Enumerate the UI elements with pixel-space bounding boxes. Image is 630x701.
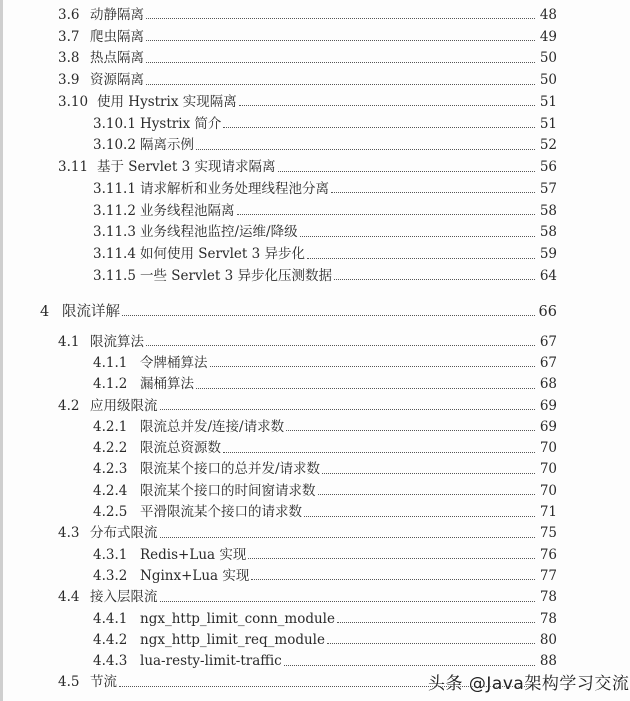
toc-entry-page: 57	[539, 180, 557, 197]
toc-entry[interactable]	[0, 416, 557, 437]
toc-entry[interactable]	[0, 650, 557, 671]
toc-entry-number: 4.2.2	[93, 440, 128, 457]
toc-entry-title: 限流详解	[62, 303, 120, 320]
dot-leader	[210, 366, 536, 367]
toc-entry-page: 69	[539, 418, 557, 435]
toc-entry-number: 3.10.2	[93, 137, 136, 154]
toc-entry-title: 接入层限流	[90, 589, 158, 606]
toc-entry[interactable]	[0, 395, 557, 416]
toc-entry[interactable]	[0, 4, 557, 26]
toc-entry-page: 67	[539, 333, 557, 350]
toc-entry-title: 漏桶算法	[140, 376, 194, 393]
toc-entry-page: 51	[539, 115, 557, 132]
toc-entry[interactable]	[0, 352, 557, 373]
toc-entry-number: 4.3.2	[93, 567, 128, 584]
toc-entry[interactable]	[0, 200, 557, 222]
toc-entry[interactable]	[0, 69, 557, 91]
toc-entry-number: 4.2.1	[93, 418, 128, 435]
toc-entry[interactable]	[0, 459, 557, 480]
toc-entry[interactable]	[0, 156, 557, 178]
toc-entry[interactable]	[0, 629, 557, 650]
toc-entry[interactable]	[0, 265, 557, 287]
toc-entry-number: 4.1.1	[93, 354, 128, 371]
toc-entry-title: 节流	[90, 674, 117, 691]
table-of-contents	[0, 4, 630, 693]
toc-entry-page: 76	[539, 546, 557, 563]
toc-entry-number: 3.7	[58, 28, 80, 45]
toc-entry-title: ngx_http_limit_conn_module	[140, 610, 335, 627]
toc-entry-page: 77	[539, 567, 557, 584]
toc-entry[interactable]	[0, 608, 557, 629]
dot-leader	[146, 18, 535, 19]
toc-entry[interactable]	[0, 135, 557, 157]
dot-leader	[337, 622, 535, 623]
dot-leader	[334, 279, 535, 280]
toc-entry-title: 如何使用 Servlet 3 异步化	[140, 246, 306, 263]
toc-entry-page: 70	[539, 440, 557, 457]
toc-entry-number: 4.4.2	[93, 631, 128, 648]
dot-leader	[251, 579, 535, 580]
toc-entry-title: 爬虫隔离	[90, 28, 144, 45]
toc-entry-page: 49	[539, 28, 557, 45]
toc-entry[interactable]	[0, 523, 557, 544]
toc-entry[interactable]	[0, 91, 557, 113]
toc-entry-page: 66	[538, 303, 557, 320]
toc-entry-number: 4	[40, 303, 50, 320]
toc-entry-title: Redis+Lua 实现	[140, 546, 247, 563]
toc-entry-number: 4.4	[58, 589, 80, 606]
toc-entry-title: 令牌桶算法	[140, 354, 208, 371]
toc-entry-title: Nginx+Lua 实现	[140, 567, 250, 584]
toc-entry-number: 3.10	[58, 93, 89, 110]
dot-leader	[223, 127, 535, 128]
toc-entry-page: 59	[539, 246, 557, 263]
toc-entry[interactable]	[0, 374, 557, 395]
spacer	[0, 287, 630, 301]
toc-entry-page: 64	[539, 267, 557, 284]
toc-entry-number: 4.1	[58, 333, 80, 350]
toc-entry-number: 4.1.2	[93, 376, 128, 393]
dot-leader	[146, 345, 535, 346]
toc-entry-page: 69	[539, 397, 557, 414]
toc-entry-number: 4.3.1	[93, 546, 128, 563]
toc-entry-title: 限流总并发/连接/请求数	[140, 418, 285, 435]
toc-entry-number: 3.10.1	[93, 115, 136, 132]
dot-leader	[248, 558, 535, 559]
toc-entry[interactable]	[0, 113, 557, 135]
toc-entry-page: 67	[539, 354, 557, 371]
toc-entry-page: 70	[539, 461, 557, 478]
toc-entry[interactable]	[0, 178, 557, 200]
watermark: 头条 @Java架构学习交流	[428, 674, 630, 694]
dot-leader	[223, 452, 535, 453]
toc-entry-number: 4.2.3	[93, 461, 128, 478]
toc-entry-page: 70	[539, 482, 557, 499]
toc-entry-title: 隔离示例	[140, 137, 194, 154]
toc-entry-number: 3.11	[58, 159, 89, 176]
toc-entry-title: 平滑限流某个接口的请求数	[140, 504, 302, 521]
toc-entry-title: 限流某个接口的总并发/请求数	[140, 461, 321, 478]
toc-entry-title: 资源隔离	[90, 72, 144, 89]
toc-entry-page: 88	[539, 653, 557, 670]
toc-entry-page: 48	[539, 6, 557, 23]
dot-leader	[286, 430, 535, 431]
dot-leader	[239, 105, 535, 106]
toc-entry-number: 3.6	[58, 6, 80, 23]
toc-entry-number: 3.8	[58, 50, 80, 67]
dot-leader	[318, 494, 536, 495]
dot-leader	[160, 601, 536, 602]
toc-entry-number: 3.11.5	[93, 267, 136, 284]
toc-entry-title: 动静隔离	[90, 6, 144, 23]
toc-entry[interactable]	[0, 301, 557, 323]
toc-entry[interactable]	[0, 565, 557, 586]
dot-leader	[331, 192, 535, 193]
toc-entry-number: 4.5	[58, 674, 80, 691]
toc-entry-number: 4.2.5	[93, 504, 128, 521]
dot-leader	[304, 516, 535, 517]
dot-leader	[284, 665, 535, 666]
dot-leader	[146, 62, 535, 63]
toc-entry-title: 使用 Hystrix 实现隔离	[97, 93, 237, 110]
toc-entry-page: 50	[539, 50, 557, 67]
toc-entry-title: 限流某个接口的时间窗请求数	[140, 482, 316, 499]
toc-entry-number: 3.11.2	[93, 202, 136, 219]
toc-entry-page: 50	[539, 72, 557, 89]
dot-leader	[278, 171, 535, 172]
toc-entry-page: 78	[539, 610, 557, 627]
toc-entry[interactable]	[0, 437, 557, 458]
toc-entry-number: 4.4.1	[93, 610, 128, 627]
dot-leader	[237, 214, 536, 215]
toc-entry-page: 68	[539, 376, 557, 393]
toc-entry-number: 4.2	[58, 397, 80, 414]
spacer	[0, 323, 630, 331]
toc-entry[interactable]	[0, 501, 557, 522]
toc-entry-title: lua-resty-limit-traffic	[140, 653, 282, 670]
toc-entry[interactable]	[0, 48, 557, 70]
toc-entry-number: 3.11.1	[93, 180, 136, 197]
toc-entry[interactable]	[0, 480, 557, 501]
toc-entry-page: 58	[539, 202, 557, 219]
dot-leader	[160, 537, 536, 538]
dot-leader	[307, 258, 535, 259]
dot-leader	[122, 315, 535, 316]
toc-entry-title: 一些 Servlet 3 异步化压测数据	[140, 267, 333, 284]
toc-entry-page: 51	[539, 93, 557, 110]
toc-entry-title: 应用级限流	[90, 397, 158, 414]
toc-entry[interactable]	[0, 587, 557, 608]
toc-entry-title: 基于 Servlet 3 实现请求隔离	[97, 159, 276, 176]
toc-entry-title: ngx_http_limit_req_module	[140, 631, 325, 648]
toc-entry[interactable]	[0, 243, 557, 265]
toc-entry[interactable]	[0, 331, 557, 352]
toc-entry[interactable]	[0, 544, 557, 565]
toc-entry-title: 请求解析和业务处理线程池分离	[140, 180, 329, 197]
toc-entry-title: 限流算法	[90, 333, 144, 350]
toc-entry-title: 限流总资源数	[140, 440, 221, 457]
toc-entry-page: 75	[539, 525, 557, 542]
toc-entry-title: 业务线程池隔离	[140, 202, 235, 219]
toc-entry-title: Hystrix 简介	[140, 115, 222, 132]
dot-leader	[196, 149, 535, 150]
toc-entry-page: 52	[539, 137, 557, 154]
toc-entry-page: 56	[539, 159, 557, 176]
dot-leader	[322, 473, 535, 474]
dot-leader	[196, 388, 535, 389]
toc-entry-title: 业务线程池监控/运维/降级	[140, 224, 298, 241]
toc-entry-page: 71	[539, 504, 557, 521]
toc-entry-number: 3.11.4	[93, 246, 136, 263]
toc-entry-title: 分布式限流	[90, 525, 158, 542]
dot-leader	[300, 236, 535, 237]
toc-entry-number: 4.2.4	[93, 482, 128, 499]
toc-entry-number: 3.11.3	[93, 224, 136, 241]
toc-entry-page: 80	[539, 631, 557, 648]
toc-entry-page: 58	[539, 224, 557, 241]
dot-leader	[146, 84, 535, 85]
dot-leader	[146, 40, 535, 41]
toc-entry-number: 3.9	[58, 72, 80, 89]
toc-entry-number: 4.4.3	[93, 653, 128, 670]
dot-leader	[327, 643, 535, 644]
toc-entry[interactable]	[0, 26, 557, 48]
toc-entry-number: 4.3	[58, 525, 80, 542]
toc-entry[interactable]	[0, 222, 557, 244]
toc-entry-title: 热点隔离	[90, 50, 144, 67]
dot-leader	[160, 409, 536, 410]
toc-entry-page: 78	[539, 589, 557, 606]
